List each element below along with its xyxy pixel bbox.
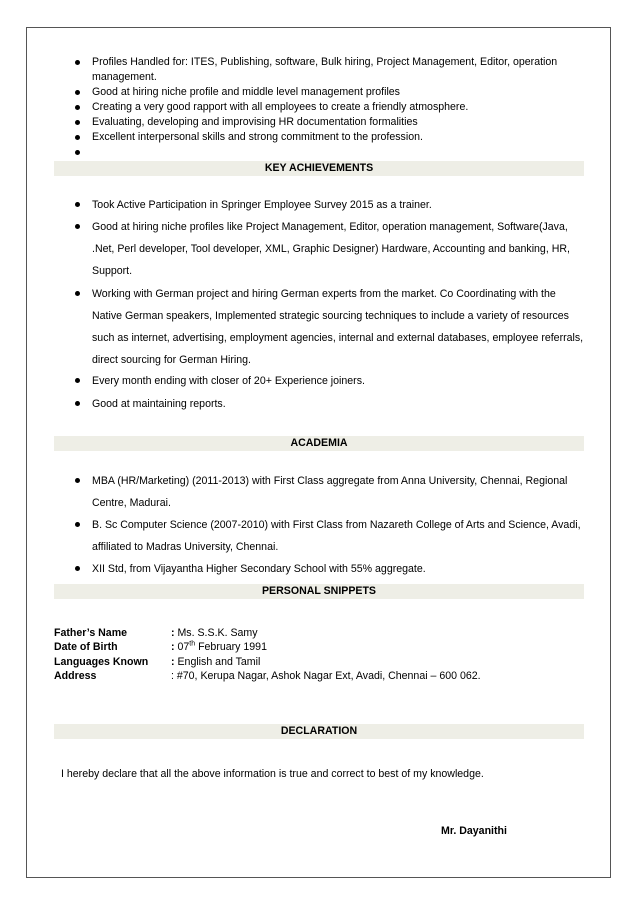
section-heading-declaration: DECLARATION: [54, 724, 584, 739]
field-separator: :: [171, 641, 178, 653]
list-item: Creating a very good rapport with all employees to create a friendly atmosphere.: [92, 100, 588, 115]
list-item: Working with German project and hiring German experts from the market. Co Coordinating with the Native German speakers, Implemented strategic sourcing techniques to include a variety of resources such as internet, advertising, employment agencies, internal and external databases, employee referrals, direct sourcing for German Hiring.: [92, 283, 588, 371]
list-item: B. Sc Computer Science (2007-2010) with First Class from Nazareth College of Arts and Science, Avadi, affiliated to Madras University, Chennai.: [92, 514, 588, 558]
dob-day: 07: [177, 641, 190, 653]
field-value: [171, 640, 267, 655]
section-heading-personal-snippets: PERSONAL SNIPPETS: [54, 584, 584, 599]
field-label: Father’s Name: [54, 627, 128, 639]
dob-rest: February 1991: [195, 641, 267, 653]
field-label: Address: [54, 670, 97, 682]
address-value: : #70, Kerupa Nagar, Ashok Nagar Ext, Avadi, Chennai – 600 062.: [171, 670, 481, 682]
signature-name: Mr. Dayanithi: [441, 825, 507, 837]
field-separator: :: [171, 627, 178, 639]
list-item: Good at maintaining reports.: [92, 393, 588, 415]
field-label: Date of Birth: [54, 641, 118, 653]
list-item: Good at hiring niche profiles like Project Management, Editor, operation management, Software(Java, .Net, Perl developer, Tool developer, XML, Graphic Designer) Hardware, Accounting and banking, HR, Support.: [92, 216, 588, 282]
dob-suffix: th: [189, 640, 196, 648]
section-heading-key-achievements: KEY ACHIEVEMENTS: [54, 161, 584, 176]
list-item: Every month ending with closer of 20+ Experience joiners.: [92, 370, 588, 392]
field-separator: :: [171, 656, 178, 668]
declaration-text: I hereby declare that all the above information is true and correct to best of my knowledge.: [61, 768, 484, 780]
father-name-value: Ms. S.S.K. Samy: [177, 627, 258, 639]
list-item: MBA (HR/Marketing) (2011-2013) with First Class aggregate from Anna University, Chennai, Regional Centre, Madurai.: [92, 470, 588, 514]
list-item: Good at hiring niche profile and middle level management profiles: [92, 85, 588, 100]
list-item: Took Active Participation in Springer Employee Survey 2015 as a trainer.: [92, 194, 588, 216]
section-heading-academia: ACADEMIA: [54, 436, 584, 451]
field-value: [171, 655, 260, 670]
field-value: [171, 626, 258, 641]
list-item: XII Std, from Vijayantha Higher Secondary School with 55% aggregate.: [92, 558, 588, 580]
list-item: Evaluating, developing and improvising HR documentation formalities: [92, 115, 588, 130]
list-item: Excellent interpersonal skills and strong commitment to the profession.: [92, 130, 588, 145]
list-item: Profiles Handled for: ITES, Publishing, software, Bulk hiring, Project Management, Editor, operation management.: [92, 55, 588, 85]
list-item-empty: [92, 145, 588, 160]
field-label: Languages Known: [54, 656, 149, 668]
languages-value: English and Tamil: [177, 656, 261, 668]
